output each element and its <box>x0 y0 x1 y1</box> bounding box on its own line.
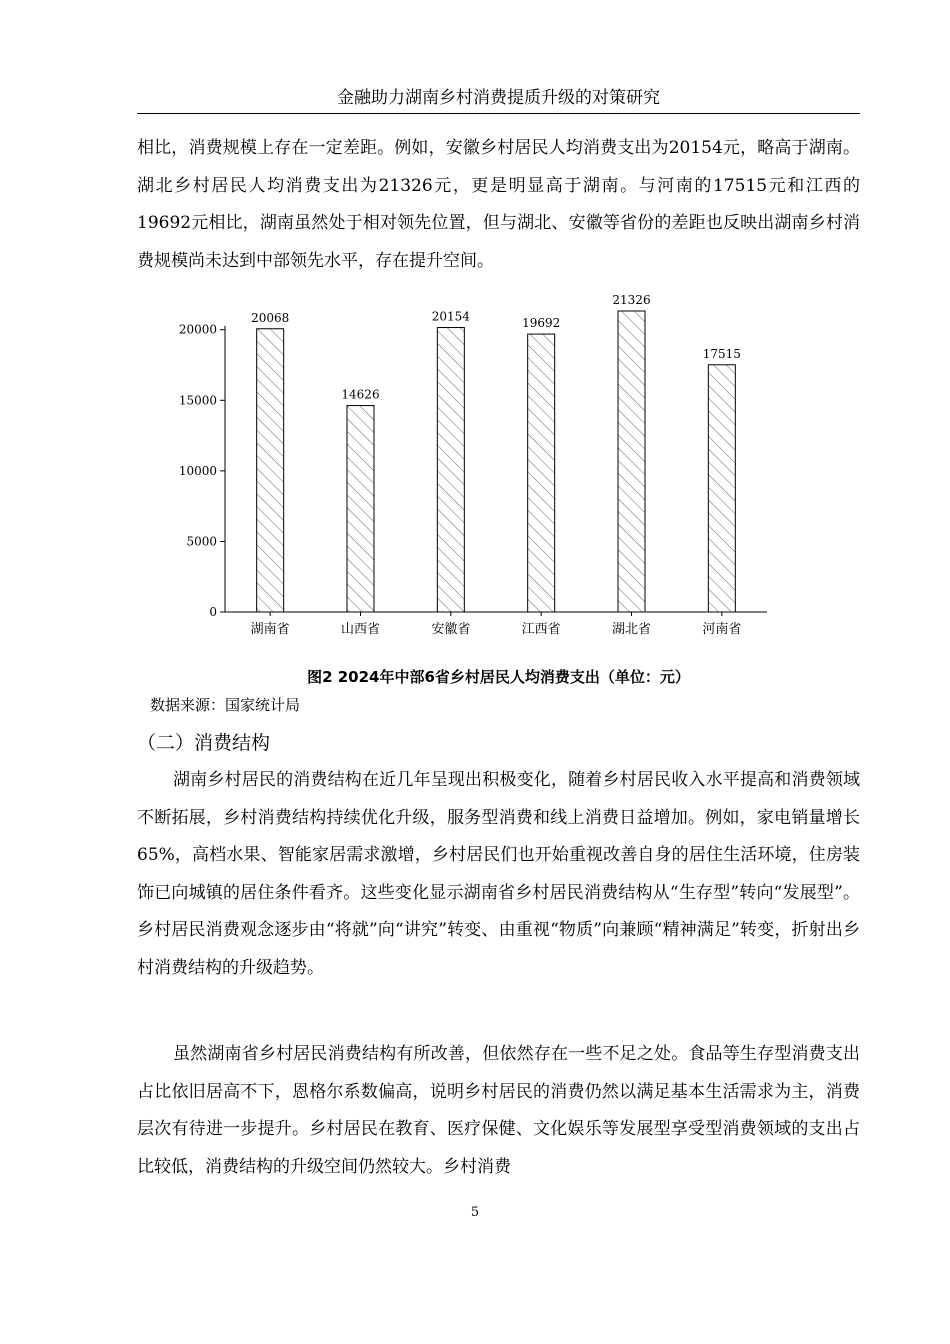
figure-caption: 图2 2024年中部6省乡村居民人均消费支出（单位：元） <box>307 668 690 686</box>
x-category-label: 湖南省 <box>250 622 290 637</box>
bar-value-label: 20154 <box>431 309 470 324</box>
y-tick-label: 15000 <box>178 393 217 408</box>
bar-value-label: 19692 <box>522 316 561 331</box>
header-rule <box>137 113 860 114</box>
section-heading: （二）消费结构 <box>137 732 271 754</box>
x-category-label: 安徽省 <box>431 622 471 637</box>
paragraph-structure-change: 湖南乡村居民的消费结构在近几年呈现出积极变化，随着乡村居民收入水平提高和消费领域不断拓展，乡村消费结构持续优化升级，服务型消费和线上消费日益增加。例如，家电销量增长65%，高档水果、智能家居需求激增，乡村居民们也开始重视改善自身的居住生活环境，住房装饰已向城镇的居住条件看齐。这些变化显示湖南省乡村居民消费结构从“生存型”转向“发展型”。乡村居民消费观念逐步由“将就”向“讲究”转变、由重视“物质”向兼顾“精神满足”转变，折射出乡村消费结构的升级趋势。 <box>137 770 860 978</box>
x-category-label: 河南省 <box>702 622 742 637</box>
bar <box>437 328 464 612</box>
y-tick-label: 0 <box>209 605 217 619</box>
bar-chart <box>175 285 795 645</box>
bar <box>618 311 645 612</box>
running-header: 金融助力湖南乡村消费提质升级的对策研究 <box>337 88 660 108</box>
y-tick-label: 10000 <box>178 463 217 478</box>
y-tick-label: 20000 <box>178 322 217 337</box>
y-tick-label: 5000 <box>186 534 217 549</box>
paragraph-consumption-scale: 相比，消费规模上存在一定差距。例如，安徽乡村居民人均消费支出为20154元，略高于湖南。湖北乡村居民人均消费支出为21326元，更是明显高于湖南。与河南的17515元和江西的19692元相比，湖南虽然处于相对领先位置，但与湖北、安徽等省份的差距也反映出湖南乡村消费规模尚未达到中部领先水平，存在提升空间。 <box>137 138 860 271</box>
bar <box>347 406 374 612</box>
bar-value-label: 21326 <box>612 293 651 307</box>
bar <box>257 329 284 612</box>
paragraph-structure-shortcoming: 虽然湖南省乡村居民消费结构有所改善，但依然存在一些不足之处。食品等生存型消费支出占比依旧居高不下，恩格尔系数偏高，说明乡村居民的消费仍然以满足基本生活需求为主，消费层次有待进一步提升。乡村居民在教育、医疗保健、文化娱乐等发展型享受型消费领域的支出占比较低，消费结构的升级空间仍然较大。乡村消费 <box>137 1044 860 1177</box>
bar <box>708 365 735 612</box>
bar-value-label: 20068 <box>251 310 290 325</box>
bar-value-label: 17515 <box>702 346 741 361</box>
x-category-label: 湖北省 <box>611 622 652 637</box>
x-category-label: 山西省 <box>340 622 381 637</box>
bar-value-label: 14626 <box>341 387 380 402</box>
bar <box>528 334 555 612</box>
page-number: 5 <box>470 1205 480 1220</box>
x-category-label: 江西省 <box>521 622 561 637</box>
data-source-note: 数据来源：国家统计局 <box>150 696 301 714</box>
